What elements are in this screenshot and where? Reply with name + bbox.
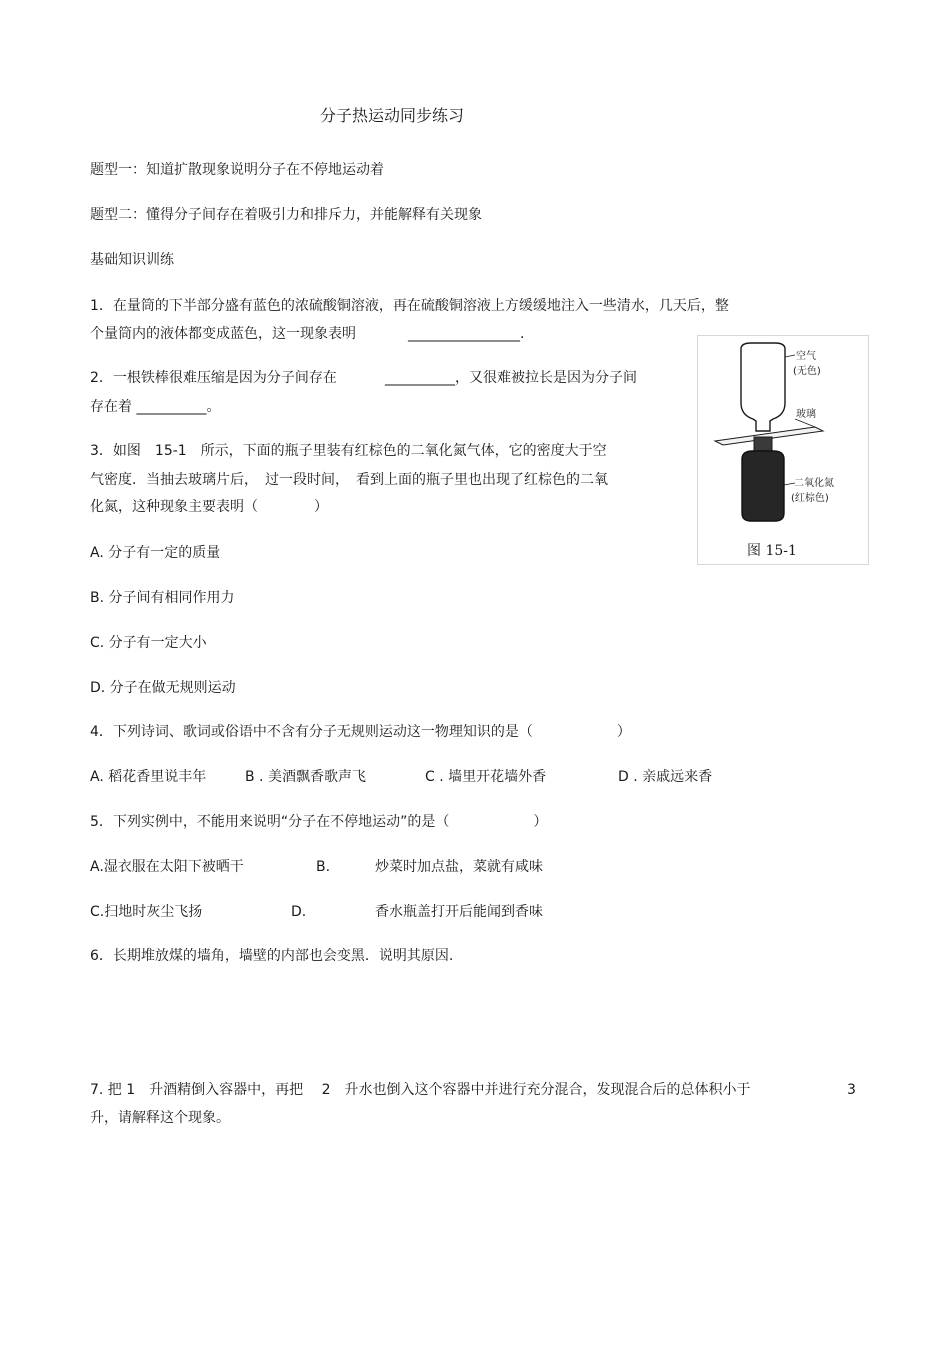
q2-line2: 存在着 __________。 — [90, 399, 221, 415]
q3-line2: 气密度．当抽去玻璃片后， 过一段时间， 看到上面的瓶子里也出现了红棕色的二氧 — [90, 472, 608, 488]
q1-line2: 个量筒内的液体都变成蓝色，这一现象表明 — [90, 326, 356, 342]
q3-line3: 化氮，这种现象主要表明（ ） — [90, 499, 328, 515]
q5-option-b-letter: B. — [316, 859, 331, 875]
q5-option-a: A.湿衣服在太阳下被晒干 — [90, 859, 244, 875]
q5-option-d-letter: D. — [291, 904, 307, 920]
q7-line2: 升，请解释这个现象。 — [90, 1110, 230, 1126]
q4-option-d: D . 亲戚远来香 — [618, 769, 713, 785]
q6-stem: 6．长期堆放煤的墙角，墙壁的内部也会变黑．说明其原因. — [90, 948, 454, 964]
q5-stem: 5．下列实例中，不能用来说明“分子在不停地运动”的是（ ） — [90, 814, 548, 830]
q3-line1: 3．如图 15-1 所示，下面的瓶子里装有红棕色的二氧化氮气体，它的密度大于空 — [90, 443, 607, 459]
q3-option-b: B. 分子间有相同作用力 — [90, 590, 235, 606]
q1-blank: ________________. — [408, 326, 525, 342]
q5-option-d: 香水瓶盖打开后能闻到香味 — [375, 904, 543, 920]
figure-label-air: 空气 — [796, 351, 816, 362]
q5-option-c: C.扫地时灰尘飞扬 — [90, 904, 203, 920]
question-type-2: 题型二：懂得分子间存在着吸引力和排斥力，并能解释有关现象 — [90, 207, 482, 223]
q3-option-a: A. 分子有一定的质量 — [90, 545, 221, 561]
page-title: 分子热运动同步练习 — [320, 106, 465, 125]
figure-label-glass: 玻璃 — [796, 409, 816, 420]
figure-label-red-brown: (红棕色) — [791, 493, 829, 504]
question-type-1: 题型一：知道扩散现象说明分子在不停地运动着 — [90, 162, 384, 178]
q3-option-d: D. 分子在做无规则运动 — [90, 680, 236, 696]
q5-option-b: 炒菜时加点盐，菜就有咸味 — [375, 859, 543, 875]
q2-line1-blank: __________，又很难被拉长是因为分子间 — [385, 370, 637, 386]
q7-line1-end: 3 — [847, 1082, 856, 1098]
q4-option-b: B . 美酒飘香歌声飞 — [245, 769, 366, 785]
figure-15-1 — [697, 335, 869, 565]
figure-caption: 图 15-1 — [747, 543, 797, 559]
q7-line1: 7. 把 1 升酒精倒入容器中，再把 2 升水也倒入这个容器中并进行充分混合，发现混合后的总体积小于 — [90, 1082, 751, 1098]
q3-option-c: C. 分子有一定大小 — [90, 635, 207, 651]
lower-bottle — [742, 451, 784, 521]
q2-line1: 2．一根铁棒很难压缩是因为分子间存在 — [90, 370, 337, 386]
q4-option-c: C . 墙里开花墙外香 — [425, 769, 547, 785]
q4-option-a: A. 稻花香里说丰年 — [90, 769, 207, 785]
q4-stem: 4．下列诗词、歌词或俗语中不含有分子无规则运动这一物理知识的是（ ） — [90, 724, 631, 740]
section-heading: 基础知识训练 — [90, 252, 174, 268]
figure-label-colorless: (无色) — [793, 366, 821, 377]
q1-line1: 1．在量筒的下半部分盛有蓝色的浓硫酸铜溶液，再在硫酸铜溶液上方缓缓地注入一些清水，几天后，整 — [90, 298, 729, 314]
figure-label-no2: 二氧化氮 — [794, 478, 834, 489]
lower-bottle-neck — [754, 437, 772, 451]
